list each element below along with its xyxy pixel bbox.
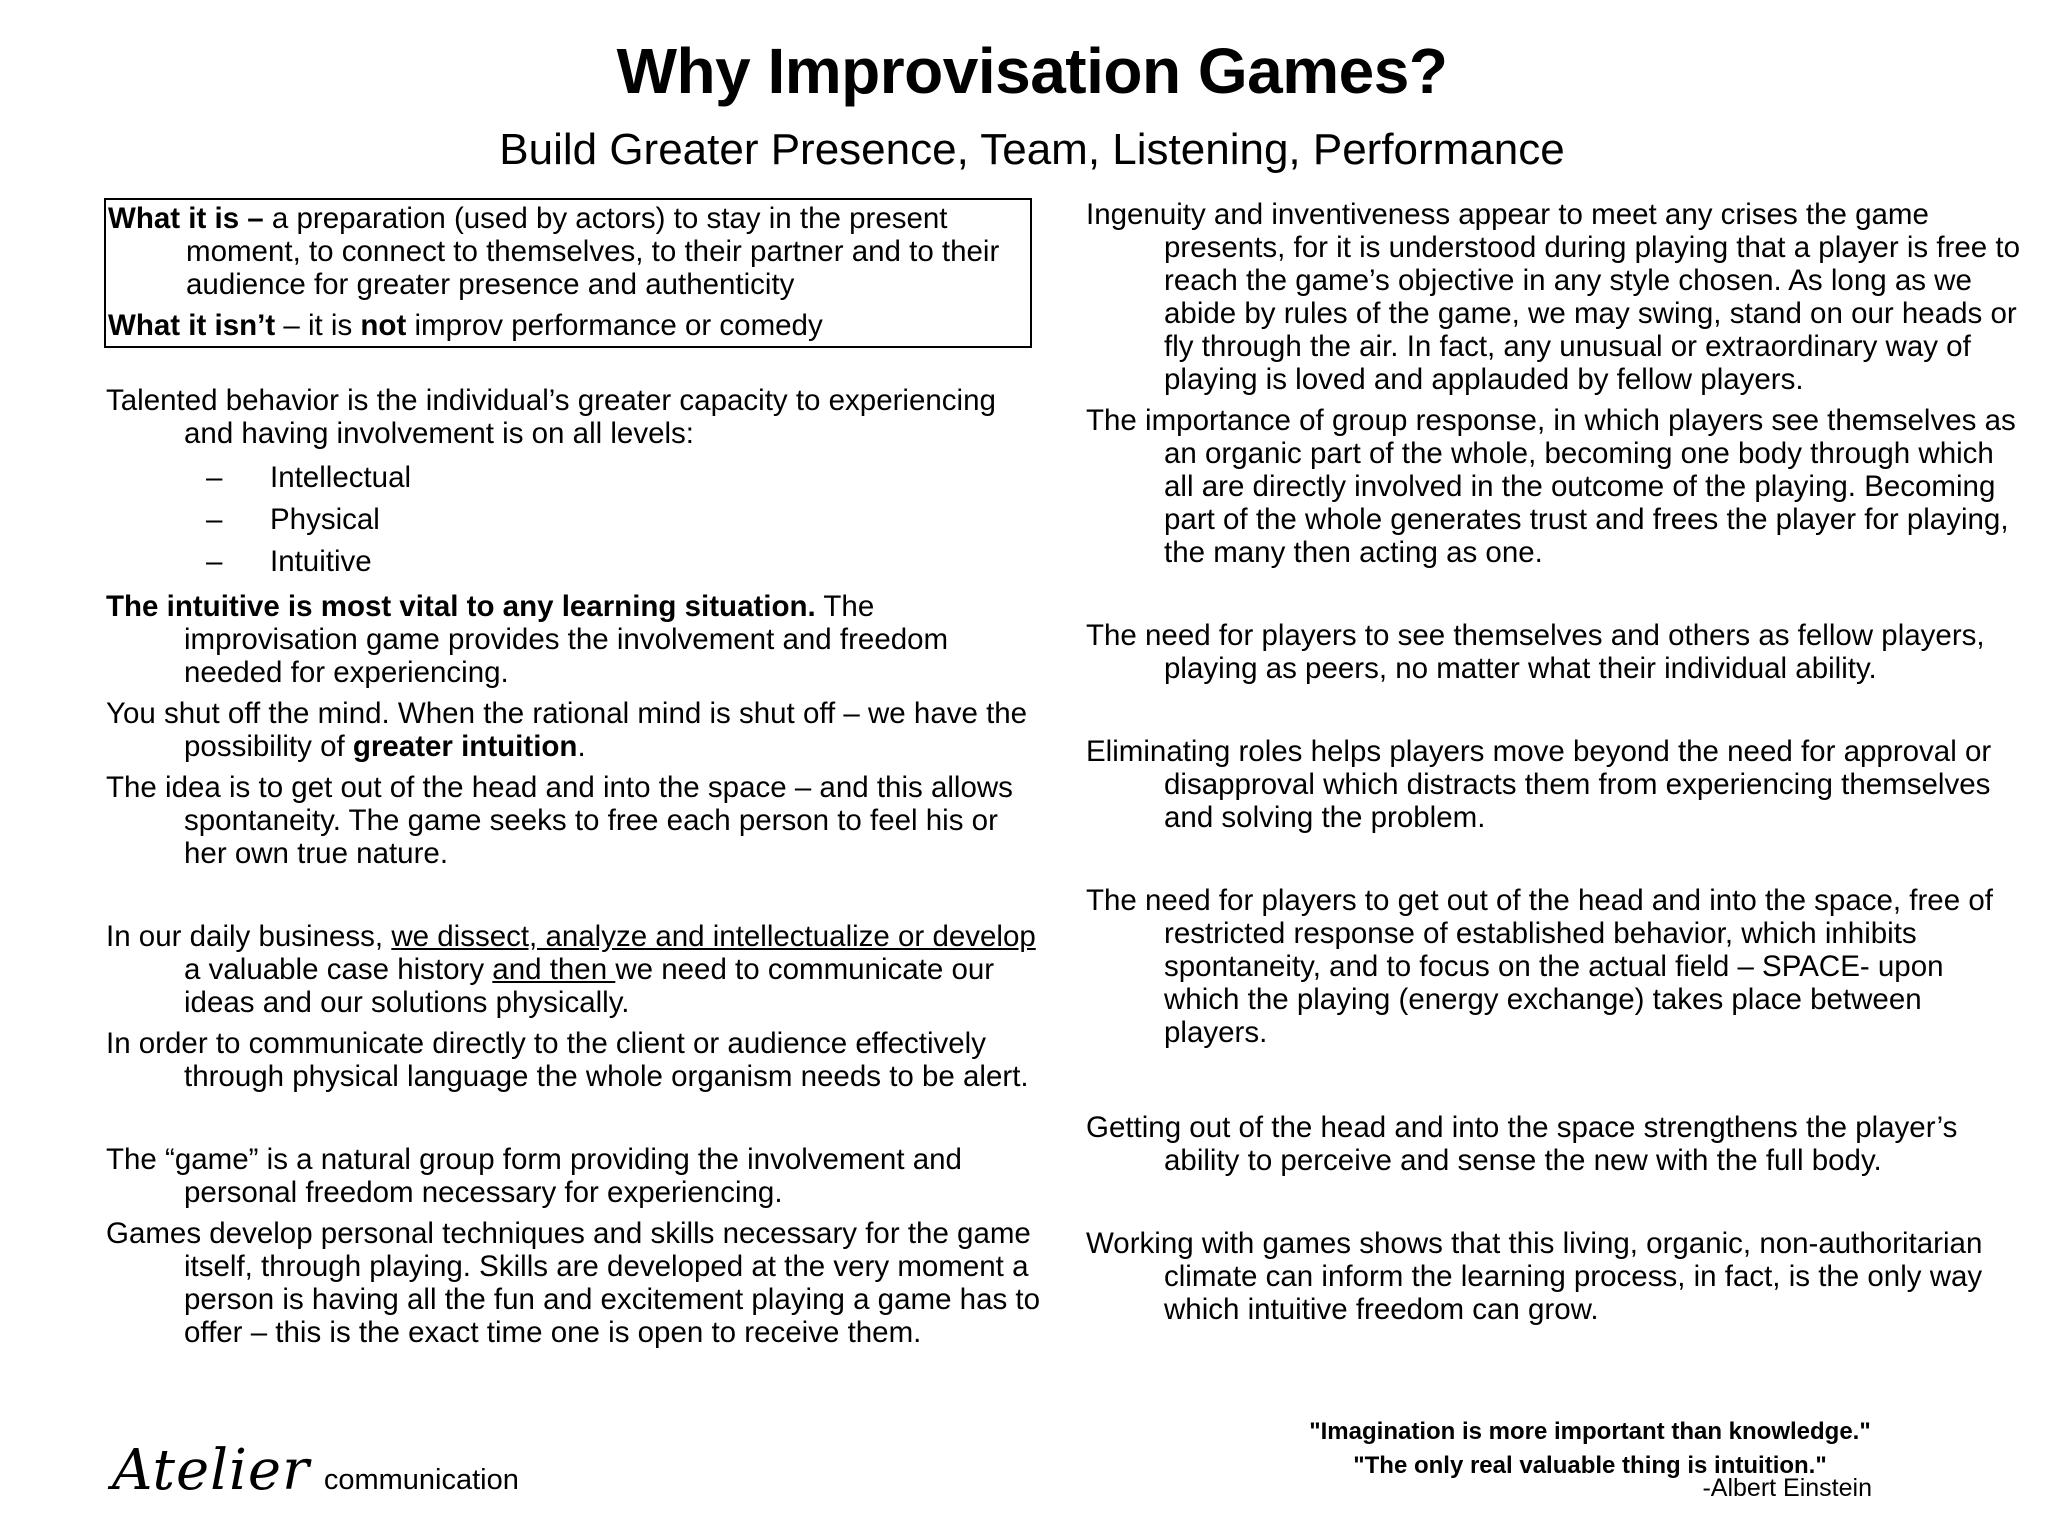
peers-paragraph: The need for players to see themselves and others as fellow players, playing as peers, no matter what their individual ability.: [1086, 619, 1985, 685]
definition-box: [104, 198, 1032, 348]
atelier-logo: [112, 1438, 519, 1503]
what-it-is: What it is – a preparation (used by actors) to stay in the present moment, to connect to themselves, to their partner and to their audience for greater presence and authenticity: [108, 202, 1000, 301]
intuitive-paragraph: The intuitive is most vital to any learning situation. The improvisation game provides the involvement and freedom needed for experiencing.: [106, 590, 949, 689]
list-item: – Intellectual: [206, 460, 412, 494]
right-column: [1086, 198, 2026, 1326]
what-it-isnt-label: What it isn’t: [108, 309, 276, 342]
list-item: – Intuitive: [206, 544, 372, 578]
list-item: – Physical: [206, 502, 380, 536]
space-paragraph: The need for players to get out of the head and into the space, free of restricted response of established behavior, which inhibits spontaneity, and to focus on the actual field – SPACE- upon which the playing (energy exchange) takes place between players.: [1086, 884, 1993, 1049]
mind-paragraph: You shut off the mind. When the rational mind is shut off – we have the possibility of greater intuition.: [106, 697, 1028, 763]
roles-paragraph: Eliminating roles helps players move beyond the need for approval or disapproval which distracts them from experiencing themselves and solving the problem.: [1086, 735, 1992, 834]
what-it-is-label: What it is –: [108, 202, 264, 235]
what-it-isnt: What it isn’t – it is not improv performance or comedy: [108, 309, 823, 342]
ingenuity-paragraph: Ingenuity and inventiveness appear to meet any crises the game presents, for it is understood during playing that a player is free to reach the game’s objective in any style chosen. As long as we abide by rules of the game, we may swing, stand on our heads or fly through the air. In fact, any unusual or extraordinary way of playing is loved and applauded by fellow players.: [1086, 198, 2020, 396]
idea-paragraph: The idea is to get out of the head and into the space – and this allows spontaneity. The game seeks to free each person to feel his or her own true nature.: [106, 771, 1013, 870]
daily-business-paragraph: In our daily business, we dissect, analyze and intellectualize or develop a valuable case history and then we need to communicate our ideas and our solutions physically.: [106, 920, 1036, 1019]
levels-list: [106, 456, 1046, 582]
talented-paragraph: Talented behavior is the individual’s greater capacity to experiencing and having involvement is on all levels:: [106, 384, 996, 450]
working-paragraph: Working with games shows that this living, organic, non-authoritarian climate can inform the learning process, in fact, is the only way which intuitive freedom can grow.: [1086, 1227, 1983, 1326]
communicate-paragraph: In order to communicate directly to the client or audience effectively through physical language the whole organism needs to be alert.: [106, 1027, 1029, 1093]
logo-mark: Atelier: [112, 1438, 310, 1503]
game-form-paragraph: The “game” is a natural group form providing the involvement and personal freedom necessary for experiencing.: [106, 1143, 962, 1209]
strengthens-paragraph: Getting out of the head and into the space strengthens the player’s ability to perceive and sense the new with the full body.: [1086, 1111, 1958, 1177]
quote-attribution: -Albert Einstein: [1702, 1474, 1872, 1502]
skills-paragraph: Games develop personal techniques and skills necessary for the game itself, through playing. Skills are developed at the very moment a person is having all the fun and excitement playing a game has to offer – this is the exact time one is open to receive them.: [106, 1217, 1041, 1349]
page-title: Why Improvisation Games?: [616, 35, 1448, 107]
quote-line-1: "Imagination is more important than knowledge.": [1309, 1418, 1871, 1445]
group-response-paragraph: The importance of group response, in which players see themselves as an organic part of the whole, becoming one body through which all are directly involved in the outcome of the playing. Becoming part of the whole generates trust and frees the player for playing, the many then acting as one.: [1086, 404, 2016, 569]
left-column: [106, 198, 1046, 1349]
quote-line-2: "The only real valuable thing is intuition.": [1353, 1452, 1827, 1479]
page-subtitle: Build Greater Presence, Team, Listening, Performance: [499, 125, 1565, 174]
logo-subtitle: communication: [323, 1464, 519, 1496]
